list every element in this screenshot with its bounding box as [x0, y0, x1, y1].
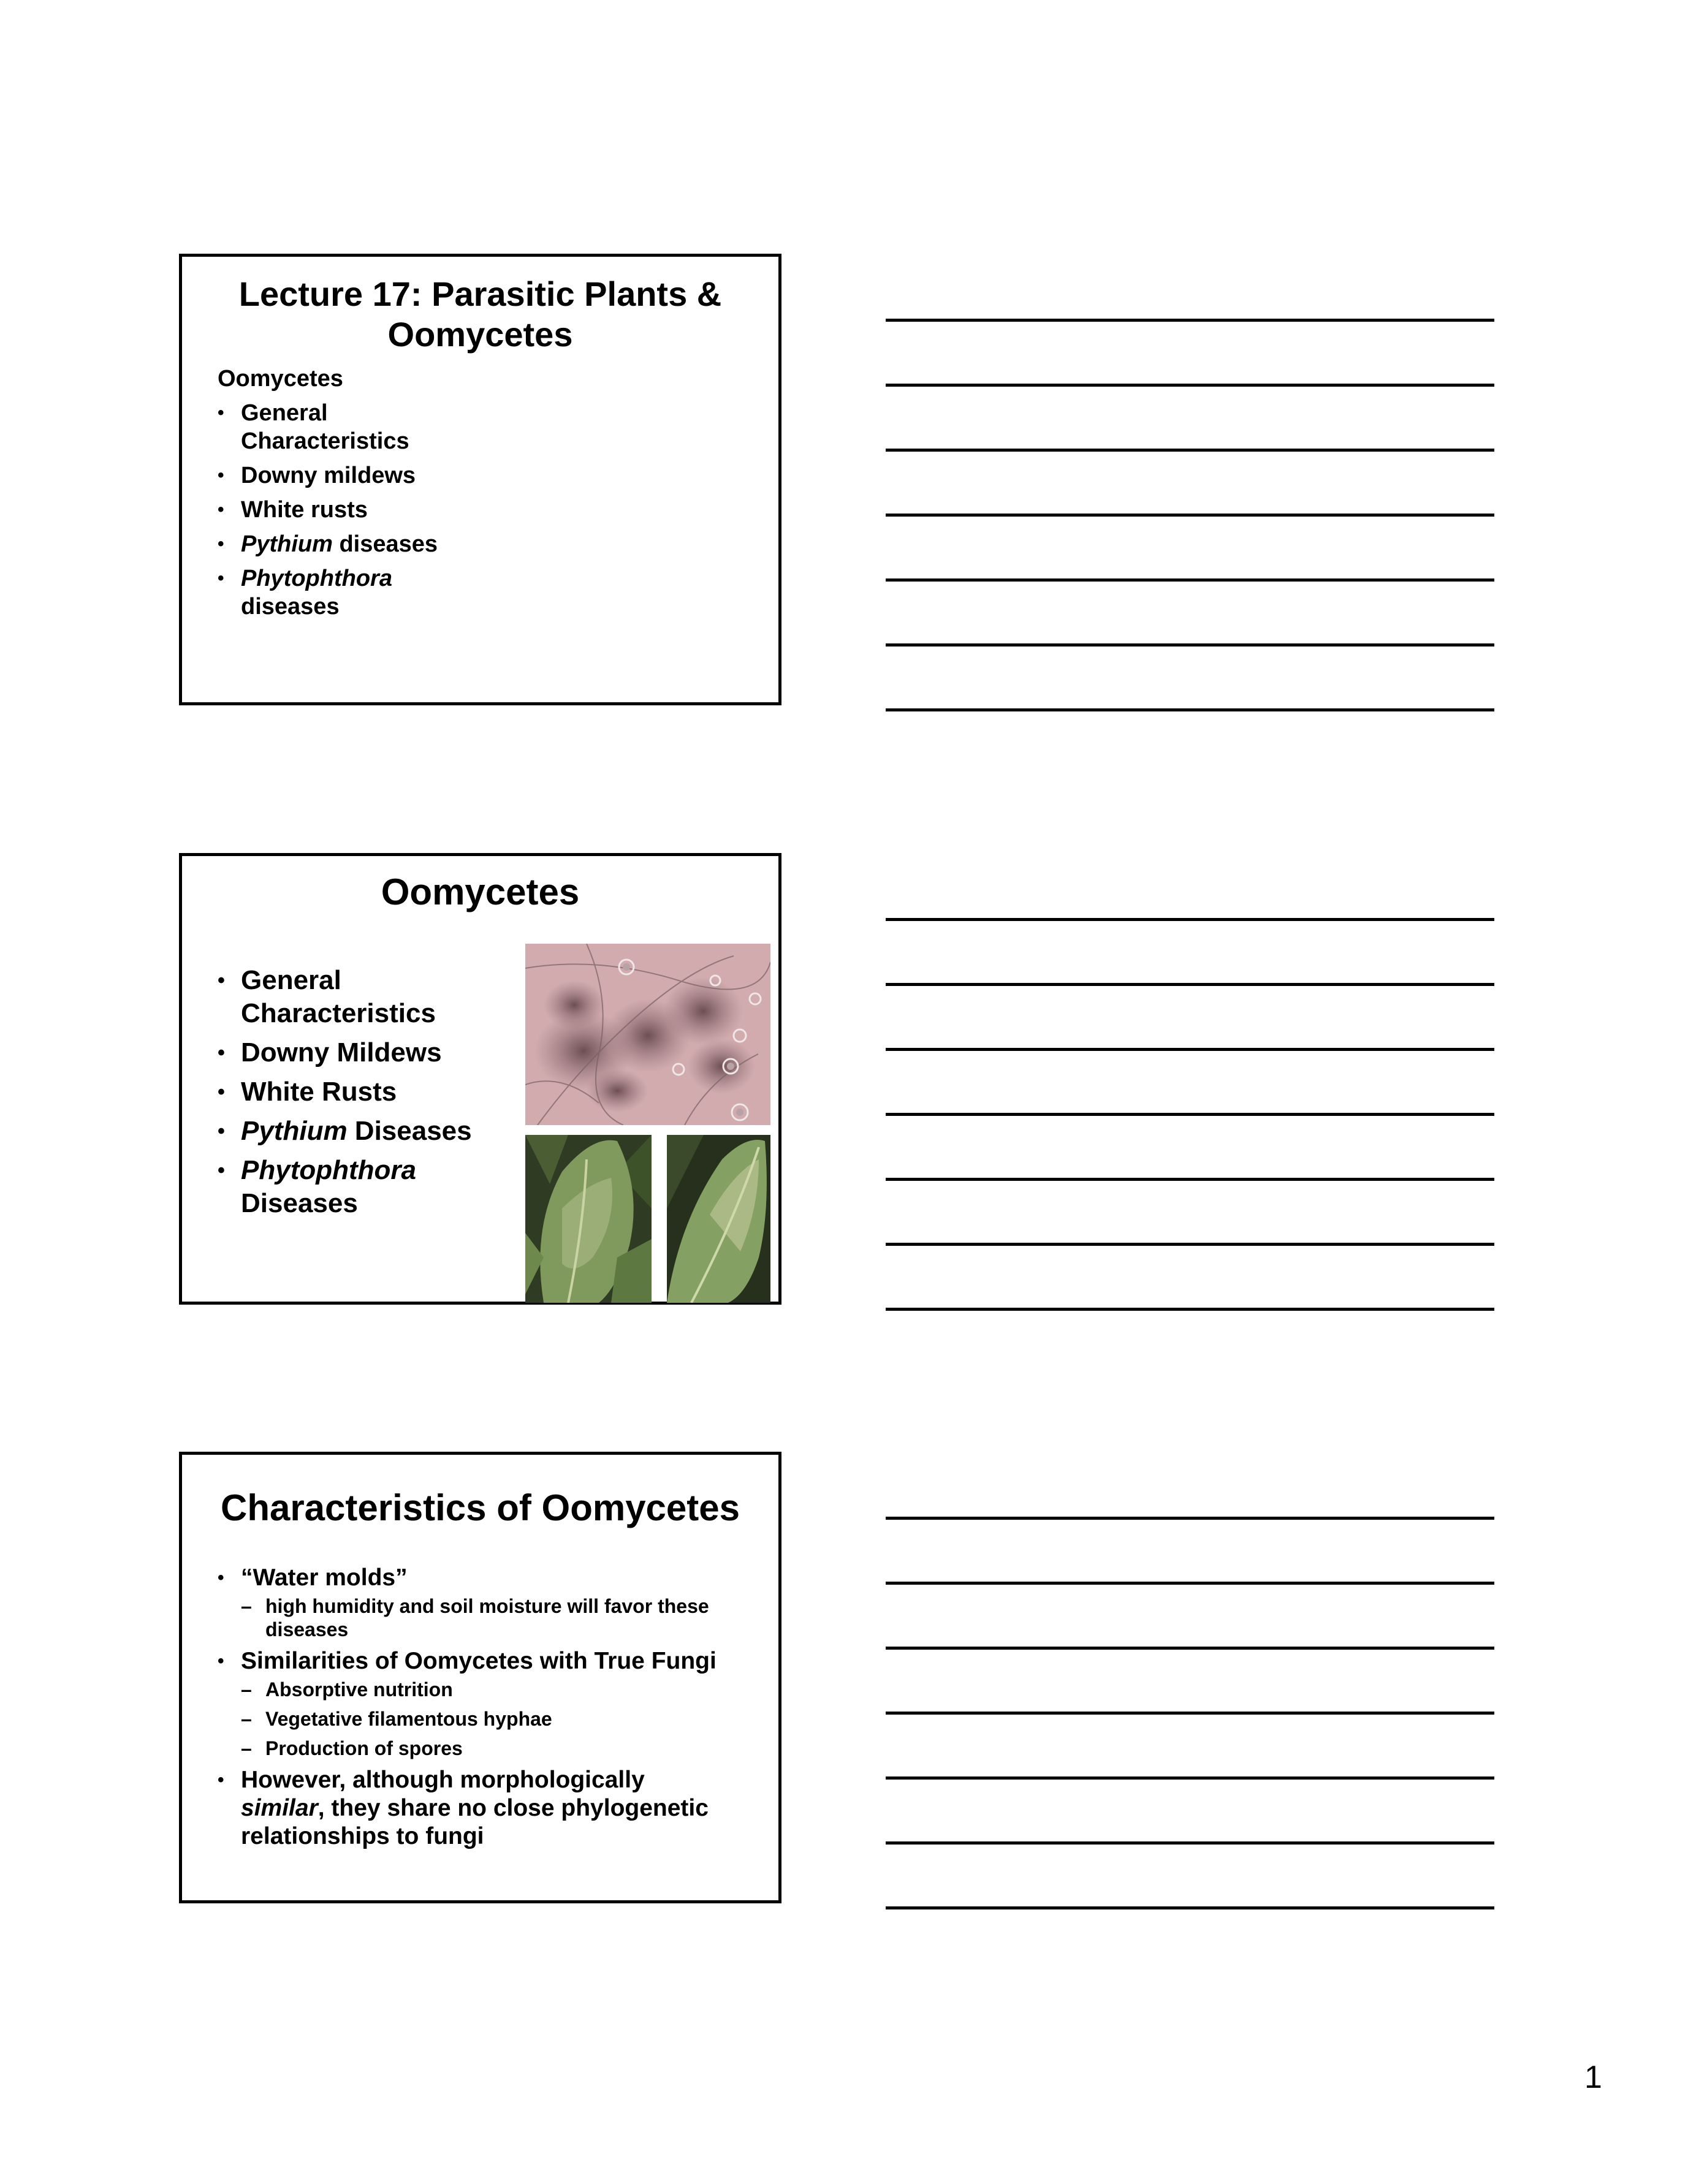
bullet-item: • Phytophthora Diseases — [218, 1154, 443, 1220]
bullet-item: • “Water molds” – high humidity and soil moisture will favor these diseases — [218, 1564, 757, 1641]
bullet-item: • Downy Mildews — [218, 1036, 536, 1069]
note-line — [886, 1776, 1494, 1780]
note-line — [886, 384, 1494, 387]
note-line — [886, 1906, 1494, 1909]
slide-1-title: Lecture 17: Parasitic Plants & Oomycetes — [238, 275, 722, 354]
note-line — [886, 319, 1494, 322]
slide-1-bullet-list — [218, 399, 475, 627]
bullet-item: • White rusts — [218, 496, 475, 524]
slide-2-bullet-list — [218, 964, 536, 1226]
note-line — [886, 1243, 1494, 1246]
slide-2 — [179, 853, 781, 1305]
slide-1 — [179, 254, 781, 705]
note-line — [886, 514, 1494, 517]
note-line — [886, 578, 1494, 582]
note-line — [886, 1841, 1494, 1845]
sub-bullet-item: – Vegetative filamentous hyphae — [241, 1707, 757, 1731]
leaf-photo-right — [667, 1135, 770, 1303]
note-line — [886, 983, 1494, 986]
slide-3-bullet-list — [218, 1564, 757, 1857]
sub-bullet-item: – Absorptive nutrition — [241, 1678, 757, 1701]
note-line — [886, 1647, 1494, 1650]
note-line — [886, 1712, 1494, 1715]
page-number: 1 — [1584, 2060, 1602, 2095]
slide-3-title: Characteristics of Oomycetes — [220, 1487, 740, 1528]
bullet-item: • General Characteristics — [218, 964, 443, 1030]
bullet-item: • Downy mildews — [218, 461, 475, 490]
note-line — [886, 918, 1494, 921]
leaf-photo-left — [525, 1135, 652, 1303]
sub-bullet-item: – high humidity and soil moisture will favor these diseases — [241, 1594, 731, 1641]
slide-2-title: Oomycetes — [381, 871, 580, 912]
slide-1-section-label: Oomycetes — [218, 366, 343, 392]
bullet-item: • However, although morphologically similar, they share no close phylogenetic relationships to fungi — [218, 1766, 731, 1851]
note-line — [886, 1582, 1494, 1585]
note-line — [886, 1048, 1494, 1051]
bullet-item: • Similarities of Oomycetes with True Fungi – Absorptive nutrition – Vegetative filamentous hyphae – Production of spores — [218, 1647, 757, 1760]
note-line — [886, 1308, 1494, 1311]
micrograph-image — [525, 944, 770, 1125]
note-line — [886, 643, 1494, 646]
bullet-item: • White Rusts — [218, 1075, 536, 1109]
sub-bullet-list — [241, 1594, 757, 1641]
note-line — [886, 449, 1494, 452]
sub-bullet-item: – Production of spores — [241, 1737, 757, 1760]
sub-bullet-list — [241, 1678, 757, 1760]
bullet-item: • Pythium diseases — [218, 530, 475, 558]
bullet-item: • Pythium Diseases — [218, 1115, 536, 1148]
slide-3 — [179, 1452, 781, 1903]
note-line — [886, 708, 1494, 711]
bullet-item: • Phytophthora diseases — [218, 564, 400, 621]
note-line — [886, 1517, 1494, 1520]
bullet-item: • General Characteristics — [218, 399, 475, 455]
note-line — [886, 1178, 1494, 1181]
note-line — [886, 1113, 1494, 1116]
